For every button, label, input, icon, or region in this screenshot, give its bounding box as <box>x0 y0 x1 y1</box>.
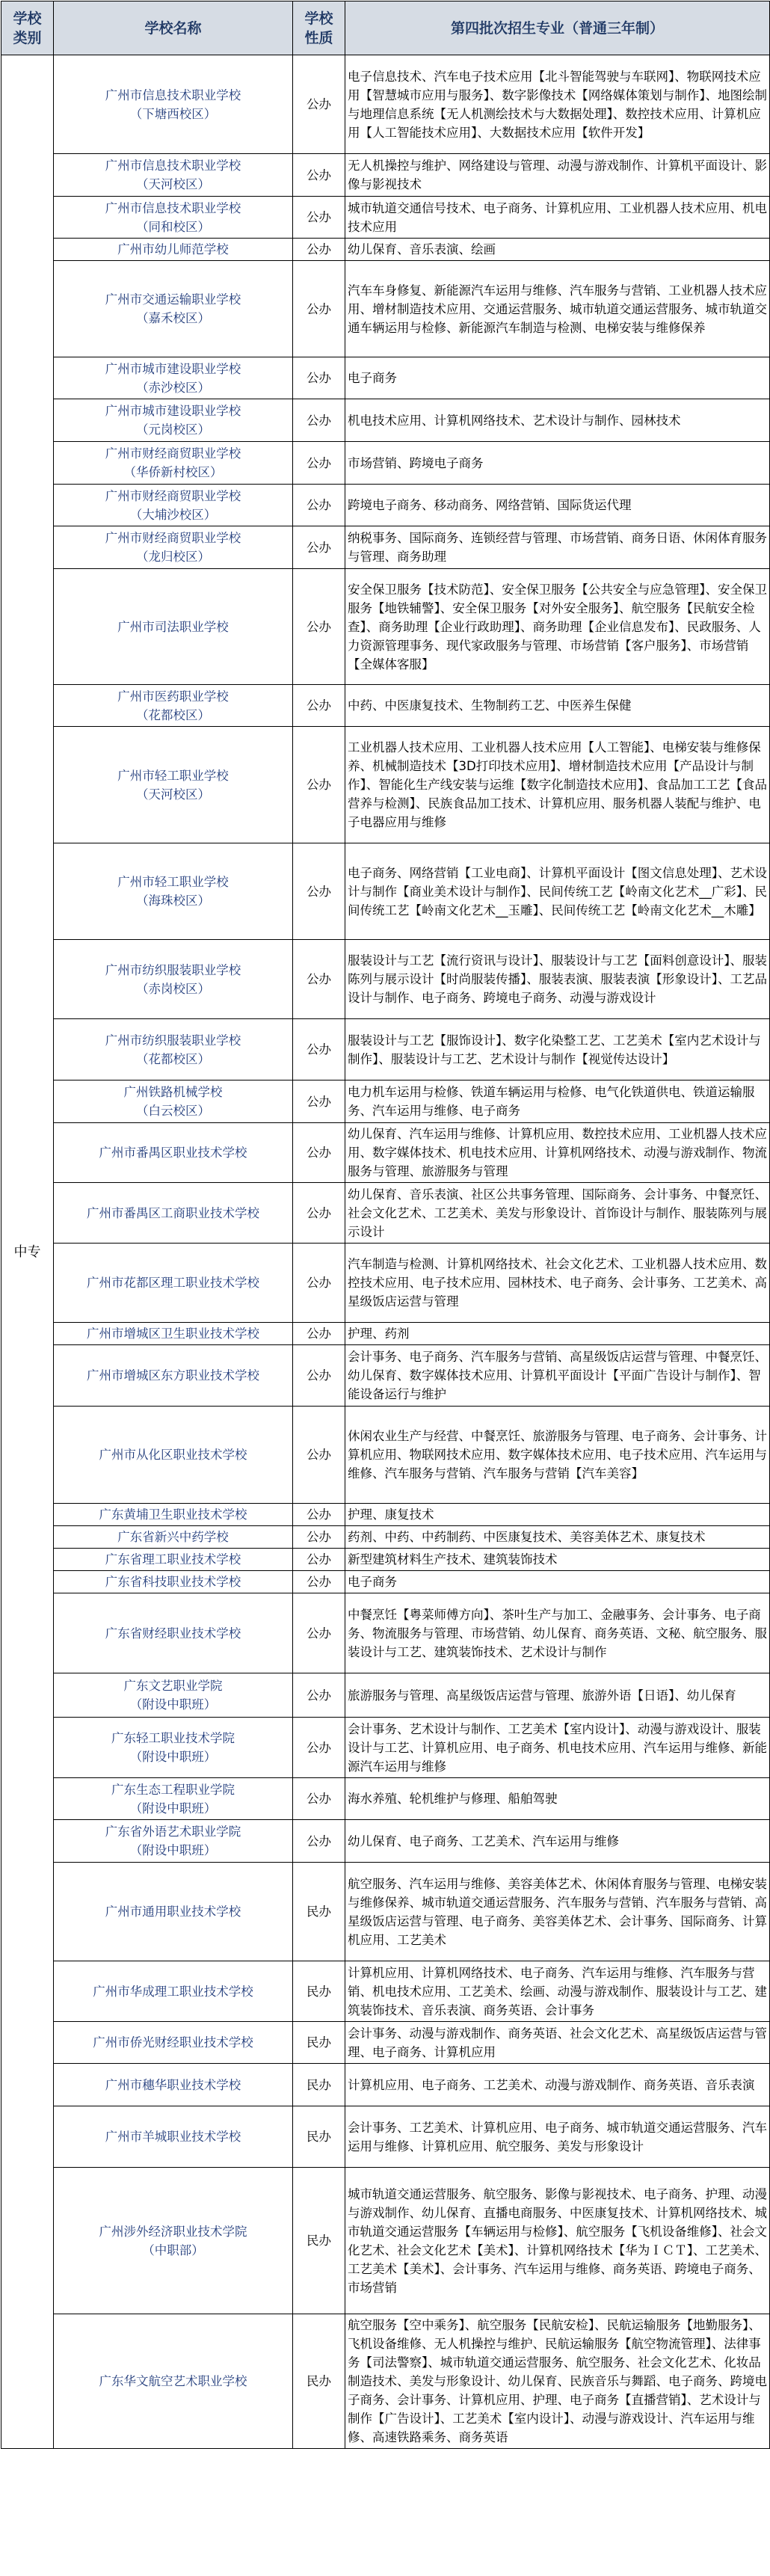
school-nature-cell: 公办 <box>293 197 345 239</box>
majors-cell: 航空服务、汽车运用与维修、美容美体艺术、休闲体育服务与管理、电梯安装与维修保养、城市轨道交通运营服务、汽车服务与营销、汽车服务与营销、高星级饭店运营与管理、电子商务、美容美体艺术、会计事务、国际商务、计算机应用、工艺美术 <box>345 1863 770 1961</box>
majors-cell: 新型建筑材料生产技术、建筑装饰技术 <box>345 1549 770 1571</box>
table-row <box>1 526 770 569</box>
school-name-cell <box>54 1080 293 1123</box>
school-name-line: 广州市幼儿师范学校 <box>117 242 229 256</box>
majors-cell: 休闲农业生产与经营、中餐烹饪、旅游服务与管理、电子商务、会计事务、计算机应用、物联网技术应用、数字媒体技术应用、电子技术应用、汽车运用与维修、汽车服务与营销、汽车服务与营销【汽车美容】 <box>345 1407 770 1504</box>
table-row <box>1 1549 770 1571</box>
school-name-line: （海珠校区） <box>136 894 210 908</box>
majors-cell: 电子商务 <box>345 357 770 399</box>
school-nature-cell: 民办 <box>293 1961 345 2022</box>
school-nature-cell: 民办 <box>293 2106 345 2168</box>
school-nature-cell: 公办 <box>293 485 345 526</box>
school-name-cell <box>54 261 293 357</box>
school-name-cell <box>54 1183 293 1244</box>
majors-cell: 城市轨道交通运营服务、航空服务、影像与影视技术、电子商务、护理、动漫与游戏制作、幼儿保育、直播电商服务、中医康复技术、计算机网络技术、城市轨道交通运营服务【车辆运用与检修】、航空服务【飞机设备维修】、社会文化艺术、社会文化艺术【美术】、计算机网络技术【华为ＩＣＴ】、工艺美术、工艺美术【美术】、会计事务、汽车运用与维修、商务英语、跨境电子商务、市场营销 <box>345 2168 770 2314</box>
school-name-line: 广东华文航空艺术职业学校 <box>99 2374 247 2388</box>
school-nature-cell: 公办 <box>293 1019 345 1080</box>
school-name-line: 广州市信息技术职业学校 <box>105 159 241 173</box>
school-nature-cell: 民办 <box>293 2022 345 2064</box>
majors-cell: 药剂、中药、中药制药、中医康复技术、美容美体艺术、康复技术 <box>345 1526 770 1549</box>
header-category: 学校类别 <box>1 1 54 55</box>
table-row <box>1 1820 770 1863</box>
school-name-cell <box>54 154 293 197</box>
school-name-cell <box>54 2168 293 2314</box>
table-row <box>1 940 770 1019</box>
school-name-line: （赤岗校区） <box>136 981 210 996</box>
school-name-cell <box>54 1504 293 1526</box>
majors-cell: 幼儿保育、汽车运用与维修、计算机应用、数控技术应用、工业机器人技术应用、数字媒体技术、机电技术应用、计算机网络技术、动漫与游戏制作、物流服务与管理、旅游服务与管理 <box>345 1123 770 1183</box>
majors-cell: 中药、中医康复技术、生物制药工艺、中医养生保健 <box>345 685 770 727</box>
school-name-line: （花都校区） <box>136 707 210 722</box>
table-row <box>1 1345 770 1407</box>
header-majors: 第四批次招生专业（普通三年制） <box>345 1 770 55</box>
table-row <box>1 55 770 154</box>
school-name-cell <box>54 1571 293 1593</box>
majors-cell: 会计事务、电子商务、汽车服务与营销、高星级饭店运营与管理、中餐烹饪、幼儿保育、数字媒体技术应用、计算机平面设计【平面广告设计与制作】、智能设备运行与维护 <box>345 1345 770 1407</box>
table-row <box>1 1123 770 1183</box>
majors-cell: 电子信息技术、汽车电子技术应用【北斗智能驾驶与车联网】、物联网技术应用【智慧城市应用与服务】、数字影像技术【网络媒体策划与制作】、地图绘制与地理信息系统【无人机测绘技术与大数据处理】、数控技术应用、计算机应用【人工智能技术应用】、大数据技术应用【软件开发】 <box>345 55 770 154</box>
school-nature-cell: 民办 <box>293 2168 345 2314</box>
school-name-cell <box>54 485 293 526</box>
school-name-line: （嘉禾校区） <box>136 311 210 325</box>
school-nature-cell: 民办 <box>293 2064 345 2106</box>
school-nature-cell: 公办 <box>293 1526 345 1549</box>
school-name-cell <box>54 685 293 727</box>
school-name-line: 广州市城市建设职业学校 <box>105 361 241 376</box>
school-nature-cell: 公办 <box>293 526 345 569</box>
majors-cell: 幼儿保育、电子商务、工艺美术、汽车运用与维修 <box>345 1820 770 1863</box>
school-name-line: 广州市花都区理工职业技术学校 <box>87 1276 259 1290</box>
school-name-line: 广东省外语艺术职业学院 <box>105 1825 241 1839</box>
school-name-cell <box>54 1019 293 1080</box>
majors-cell: 中餐烹饪【粤菜师傅方向】、茶叶生产与加工、金融事务、会计事务、电子商务、物流服务与管理、市场营销、幼儿保育、商务英语、文秘、航空服务、服装设计与工艺、建筑装饰技术、艺术设计与制作 <box>345 1593 770 1673</box>
school-nature-cell: 公办 <box>293 154 345 197</box>
table-row <box>1 239 770 261</box>
school-name-line: 广东省新兴中药学校 <box>117 1530 229 1544</box>
majors-cell: 海水养殖、轮机维护与修理、船舶驾驶 <box>345 1778 770 1820</box>
school-nature-cell: 民办 <box>293 2314 345 2449</box>
school-nature-cell: 公办 <box>293 1820 345 1863</box>
school-nature-cell: 公办 <box>293 727 345 843</box>
majors-cell: 计算机应用、电子商务、工艺美术、动漫与游戏制作、商务英语、音乐表演 <box>345 2064 770 2106</box>
table-row <box>1 1673 770 1718</box>
school-name-line: 广州市城市建设职业学校 <box>105 404 241 418</box>
table-row <box>1 2064 770 2106</box>
school-name-line: （中职部） <box>142 2243 204 2257</box>
table-row <box>1 569 770 685</box>
table-row <box>1 1778 770 1820</box>
school-name-line: 广州市羊城职业技术学校 <box>105 2130 241 2144</box>
school-name-line: 广州市信息技术职业学校 <box>105 200 241 215</box>
school-name-line: 广州市医药职业学校 <box>117 689 229 704</box>
school-name-line: 广东省理工职业技术学校 <box>105 1552 241 1567</box>
school-name-line: 广州市侨光财经职业技术学校 <box>93 2035 253 2050</box>
school-name-cell <box>54 239 293 261</box>
school-nature-cell: 公办 <box>293 1504 345 1526</box>
majors-cell: 安全保卫服务【技术防范】、安全保卫服务【公共安全与应急管理】、安全保卫服务【地铁辅警】、安全保卫服务【对外安全服务】、航空服务【民航安全检查】、商务助理【企业行政助理】、商务助理【企业信息发布】、民政服务、人力资源管理事务、现代家政服务与管理、市场营销【客户服务】、市场营销【全媒体客服】 <box>345 569 770 685</box>
school-name-line: 广东轻工职业技术学院 <box>111 1731 235 1745</box>
school-name-line: （附设中职班） <box>129 1801 217 1816</box>
header-row <box>1 1 770 55</box>
school-nature-cell: 公办 <box>293 1571 345 1593</box>
school-nature-cell: 公办 <box>293 1673 345 1718</box>
school-name-cell <box>54 940 293 1019</box>
school-name-line: 广州市交通运输职业学校 <box>105 292 241 307</box>
table-row <box>1 1407 770 1504</box>
school-name-line: 广州市司法职业学校 <box>117 619 229 634</box>
school-name-line: （附设中职班） <box>129 1697 217 1712</box>
school-name-cell <box>54 1673 293 1718</box>
school-name-cell <box>54 843 293 940</box>
school-name-line: （附设中职班） <box>129 1750 217 1764</box>
school-name-cell <box>54 2314 293 2449</box>
school-name-line: （元岗校区） <box>136 422 210 437</box>
table-row <box>1 197 770 239</box>
school-name-line: 广东文艺职业学院 <box>123 1679 223 1693</box>
table-row <box>1 1961 770 2022</box>
table-row <box>1 685 770 727</box>
majors-cell: 电子商务 <box>345 1571 770 1593</box>
school-name-line: 广州市从化区职业技术学校 <box>99 1448 247 1462</box>
school-name-line: 广州市华成理工职业技术学校 <box>93 1984 253 1999</box>
school-name-cell <box>54 2106 293 2168</box>
table-row <box>1 1526 770 1549</box>
school-name-cell <box>54 2064 293 2106</box>
school-name-line: 广东省科技职业技术学校 <box>105 1575 241 1589</box>
school-name-cell <box>54 1820 293 1863</box>
majors-cell: 护理、药剂 <box>345 1323 770 1345</box>
table-row <box>1 485 770 526</box>
school-nature-cell: 公办 <box>293 685 345 727</box>
school-name-cell <box>54 1778 293 1820</box>
table-row <box>1 154 770 197</box>
school-name-cell <box>54 1323 293 1345</box>
school-category-cell: 中专 <box>1 55 54 2449</box>
majors-cell: 电子商务、网络营销【工业电商】、计算机平面设计【图文信息处理】、艺术设计与制作【商业美术设计与制作】、民间传统工艺【岭南文化艺术__广彩】、民间传统工艺【岭南文化艺术__玉雕】、民间传统工艺【岭南文化艺术__木雕】 <box>345 843 770 940</box>
school-name-line: （赤沙校区） <box>136 380 210 395</box>
school-name-line: 广州市信息技术职业学校 <box>105 87 241 102</box>
school-nature-cell: 公办 <box>293 55 345 154</box>
admissions-table <box>1 1 770 2449</box>
school-name-cell <box>54 727 293 843</box>
school-name-line: （同和校区） <box>136 219 210 234</box>
school-name-cell <box>54 442 293 485</box>
school-nature-cell: 公办 <box>293 1244 345 1323</box>
school-name-cell <box>54 2022 293 2064</box>
school-name-cell <box>54 1863 293 1961</box>
majors-cell: 跨境电子商务、移动商务、网络营销、国际货运代理 <box>345 485 770 526</box>
school-nature-cell: 公办 <box>293 1778 345 1820</box>
school-nature-cell: 民办 <box>293 1863 345 1961</box>
school-name-line: 广州市穗华职业技术学校 <box>105 2077 241 2092</box>
school-name-line: 广州市纺织服装职业学校 <box>105 1033 241 1048</box>
school-nature-cell: 公办 <box>293 261 345 357</box>
majors-cell: 服装设计与工艺【流行资讯与设计】、服装设计与工艺【面料创意设计】、服装陈列与展示设计【时尚服装传播】、服装表演、服装表演【形象设计】、工艺品设计与制作、电子商务、跨境电子商务、动漫与游戏设计 <box>345 940 770 1019</box>
school-name-cell <box>54 569 293 685</box>
school-name-line: 广州市财经商贸职业学校 <box>105 488 241 503</box>
school-nature-cell: 公办 <box>293 843 345 940</box>
school-nature-cell: 公办 <box>293 1080 345 1123</box>
majors-cell: 会计事务、工艺美术、计算机应用、电子商务、城市轨道交通运营服务、汽车运用与维修、计算机应用、航空服务、美发与形象设计 <box>345 2106 770 2168</box>
school-name-line: 广州市财经商贸职业学校 <box>105 446 241 461</box>
school-name-cell <box>54 1549 293 1571</box>
majors-cell: 工业机器人技术应用、工业机器人技术应用【人工智能】、电梯安装与维修保养、机械制造技术【3D打印技术应用】、增材制造技术应用【产品设计与制作】、智能化生产线安装与运维【数字化制造技术应用】、食品加工工艺【食品营养与检测】、民族食品加工技术、计算机应用、服务机器人装配与维护、电子电器应用与维修 <box>345 727 770 843</box>
majors-cell: 会计事务、动漫与游戏制作、商务英语、社会文化艺术、高星级饭店运营与管理、电子商务、计算机应用 <box>345 2022 770 2064</box>
table-row <box>1 1019 770 1080</box>
school-nature-cell: 公办 <box>293 940 345 1019</box>
school-name-line: 广州市增城区东方职业技术学校 <box>87 1368 259 1383</box>
table-row <box>1 1183 770 1244</box>
majors-cell: 护理、康复技术 <box>345 1504 770 1526</box>
header-school-nature: 学校性质 <box>293 1 345 55</box>
table-row <box>1 1718 770 1778</box>
school-name-cell <box>54 357 293 399</box>
school-nature-cell: 公办 <box>293 1123 345 1183</box>
majors-cell: 纳税事务、国际商务、连锁经营与管理、市场营销、商务日语、休闲体育服务与管理、商务助理 <box>345 526 770 569</box>
school-nature-cell: 公办 <box>293 1549 345 1571</box>
school-nature-cell: 公办 <box>293 357 345 399</box>
school-name-cell <box>54 55 293 154</box>
school-name-line: （花都校区） <box>136 1051 210 1066</box>
majors-cell: 电力机车运用与检修、铁道车辆运用与检修、电气化铁道供电、铁道运输服务、汽车运用与维修、电子商务 <box>345 1080 770 1123</box>
school-name-line: 广州市纺织服装职业学校 <box>105 962 241 977</box>
school-name-cell <box>54 526 293 569</box>
table-row <box>1 843 770 940</box>
school-name-line: （华侨新村校区） <box>123 465 223 479</box>
school-name-cell <box>54 399 293 442</box>
school-name-cell <box>54 1345 293 1407</box>
school-nature-cell: 公办 <box>293 399 345 442</box>
majors-cell: 服装设计与工艺【服饰设计】、数字化染整工艺、工艺美术【室内艺术设计与制作】、服装设计与工艺、艺术设计与制作【视觉传达设计】 <box>345 1019 770 1080</box>
table-row <box>1 442 770 485</box>
majors-cell: 汽车制造与检测、计算机网络技术、社会文化艺术、工业机器人技术应用、数控技术应用、电子技术应用、园林技术、电子商务、会计事务、工艺美术、高星级饭店运营与管理 <box>345 1244 770 1323</box>
school-name-line: （天河校区） <box>136 787 210 802</box>
school-name-line: 广东生态工程职业学院 <box>111 1782 235 1797</box>
school-name-line: 广州铁路机械学校 <box>123 1085 223 1099</box>
table-row <box>1 2106 770 2168</box>
school-name-line: （大埔沙校区） <box>129 507 217 522</box>
school-nature-cell: 公办 <box>293 1407 345 1504</box>
school-name-line: 广州市通用职业技术学校 <box>105 1905 241 1919</box>
school-name-line: 广州涉外经济职业技术学院 <box>99 2224 247 2239</box>
table-row <box>1 399 770 442</box>
table-row <box>1 357 770 399</box>
school-nature-cell: 公办 <box>293 1345 345 1407</box>
school-name-cell <box>54 1961 293 2022</box>
school-name-cell <box>54 1718 293 1778</box>
school-name-cell <box>54 1123 293 1183</box>
school-name-line: 广州市轻工职业学校 <box>117 768 229 783</box>
school-name-line: 广州市轻工职业学校 <box>117 875 229 889</box>
school-name-cell <box>54 1593 293 1673</box>
school-nature-cell: 公办 <box>293 1323 345 1345</box>
majors-cell: 幼儿保育、音乐表演、社区公共事务管理、国际商务、会计事务、中餐烹饪、社会文化艺术、工艺美术、美发与形象设计、首饰设计与制作、服装陈列与展示设计 <box>345 1183 770 1244</box>
table-row <box>1 1593 770 1673</box>
school-name-line: （龙归校区） <box>136 550 210 564</box>
school-name-line: 广州市番禺区职业技术学校 <box>99 1146 247 1160</box>
school-name-cell <box>54 1526 293 1549</box>
table-row <box>1 1504 770 1526</box>
table-row <box>1 1571 770 1593</box>
majors-cell: 航空服务【空中乘务】、航空服务【民航安检】、民航运输服务【地勤服务】、飞机设备维修、无人机操控与维护、民航运输服务【航空物流管理】、法律事务【司法警察】、城市轨道交通运营服务、航空服务、社会文化艺术、化妆品制造技术、美发与形象设计、幼儿保育、民族音乐与舞蹈、电子商务、跨境电子商务、会计事务、计算机应用、护理、电子商务【直播营销】、艺术设计与制作【广告设计】、工艺美术【室内设计】、动漫与游戏设计、汽车运用与维修、高速铁路乘务、商务英语 <box>345 2314 770 2449</box>
school-name-line: 广东省财经职业技术学校 <box>105 1626 241 1641</box>
school-nature-cell: 公办 <box>293 239 345 261</box>
table-row <box>1 1863 770 1961</box>
school-nature-cell: 公办 <box>293 1718 345 1778</box>
majors-cell: 城市轨道交通信号技术、电子商务、计算机应用、工业机器人技术应用、机电技术应用 <box>345 197 770 239</box>
table-row <box>1 2168 770 2314</box>
majors-cell: 会计事务、艺术设计与制作、工艺美术【室内设计】、动漫与游戏设计、服装设计与工艺、计算机应用、电子商务、机电技术应用、汽车运用与维修、新能源汽车运用与维修 <box>345 1718 770 1778</box>
table-row <box>1 1244 770 1323</box>
majors-cell: 市场营销、跨境电子商务 <box>345 442 770 485</box>
table-row <box>1 261 770 357</box>
school-name-line: 广东黄埔卫生职业技术学校 <box>99 1507 247 1522</box>
majors-cell: 无人机操控与维护、网络建设与管理、动漫与游戏制作、计算机平面设计、影像与影视技术 <box>345 154 770 197</box>
school-nature-cell: 公办 <box>293 569 345 685</box>
school-name-line: 广州市番禺区工商职业技术学校 <box>87 1205 259 1220</box>
school-name-line: （天河校区） <box>136 177 210 191</box>
school-nature-cell: 公办 <box>293 1183 345 1244</box>
school-nature-cell: 公办 <box>293 1593 345 1673</box>
school-name-cell <box>54 1244 293 1323</box>
majors-cell: 旅游服务与管理、高星级饭店运营与管理、旅游外语【日语】、幼儿保育 <box>345 1673 770 1718</box>
school-name-line: 广州市增城区卫生职业技术学校 <box>87 1327 259 1341</box>
majors-cell: 汽车车身修复、新能源汽车运用与维修、汽车服务与营销、工业机器人技术应用、增材制造技术应用、交通运营服务、城市轨道交通运营服务、城市轨道交通车辆运用与检修、新能源汽车制造与检测、电梯安装与维修保养 <box>345 261 770 357</box>
table-row <box>1 1323 770 1345</box>
school-name-cell <box>54 197 293 239</box>
table-row <box>1 727 770 843</box>
school-nature-cell: 公办 <box>293 442 345 485</box>
school-name-line: （下塘西校区） <box>129 106 217 121</box>
school-name-line: 广州市财经商贸职业学校 <box>105 531 241 545</box>
school-name-cell <box>54 1407 293 1504</box>
table-row <box>1 2022 770 2064</box>
table-body <box>1 55 770 2449</box>
table-row <box>1 2314 770 2449</box>
table-row <box>1 1080 770 1123</box>
header-school-name: 学校名称 <box>54 1 293 55</box>
school-name-line: （白云校区） <box>136 1104 210 1118</box>
majors-cell: 机电技术应用、计算机网络技术、艺术设计与制作、园林技术 <box>345 399 770 442</box>
majors-cell: 计算机应用、计算机网络技术、电子商务、汽车运用与维修、汽车服务与营销、机电技术应用、工艺美术、绘画、动漫与游戏制作、服装设计与工艺、建筑装饰技术、音乐表演、商务英语、会计事务 <box>345 1961 770 2022</box>
school-name-line: （附设中职班） <box>129 1843 217 1857</box>
majors-cell: 幼儿保育、音乐表演、绘画 <box>345 239 770 261</box>
